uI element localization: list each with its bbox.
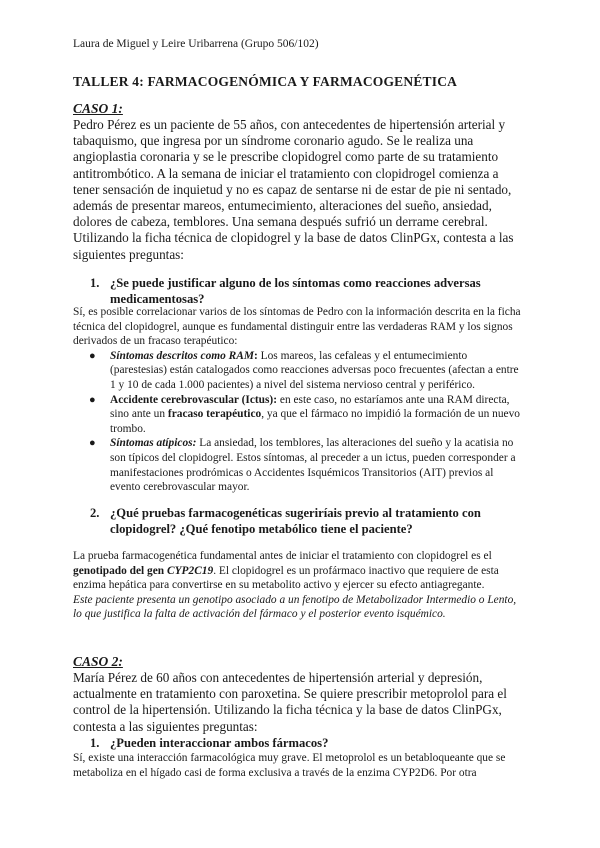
answer-text: La prueba farmacogenética fundamental antes de iniciar el tratamiento con clopidogrel es el genotipado del gen CYP2C19. El clopidogrel es un profármaco inactivo que requiere de esta enzima hepática para convertirse en su metabolito activo y ejercer su efecto antiagregante. [73, 550, 499, 592]
case-2-intro: María Pérez de 60 años con antecedentes de hipertensión arterial y depresión, actualmente en tratamiento con paroxetina. Se quiere prescribir metoprolol para el control de la hipertensión. Utilizando la ficha técnica y la base de datos ClinPGx, contesta a las siguientes preguntas: [73, 670, 507, 734]
gene-name: CYP2C19 [166, 564, 214, 577]
list-item: ● Síntomas descritos como RAM: Los mareos, las cefaleas y el entumecimiento (parestesias) están catalogados como reacciones adversas poco frecuentes (afectan a entre 1 y 10 de cada 1.000 pacientes) a nivel del sistema nervioso central y periférico. [89, 349, 519, 391]
list-item [73, 436, 525, 494]
question-text: ¿Qué pruebas farmacogenéticas sugeriríais previo al tratamiento con clopidogrel? ¿Qué fenotipo metabólico tiene el paciente? [110, 506, 481, 536]
bullet-emphasis: fracaso terapéutico [167, 408, 262, 421]
document-title: TALLER 4: FARMACOGENÓMICA Y FARMACOGENÉTICA [73, 74, 458, 89]
case-1-section [73, 101, 525, 263]
bullet-icon: ● [89, 349, 96, 362]
case-1-intro: Pedro Pérez es un paciente de 55 años, con antecedentes de hipertensión arterial y tabaquismo, que ingresa por un síndrome coronario agudo. Se le realiza una angioplastia coronaria y se le prescribe clopidogrel como parte de su tratamiento antitrombótico. A la semana de iniciar el tratamiento con clopidrogel comienza a tener sensación de inquietud y no es capaz de sentarse ni de estar de pie ni sentado, además de presentar mareos, entumecimiento, alteraciones del sueño, ansiedad, dolores de cabeza, temblores. Una semana después sufrió un derrame cerebral. Utilizando la ficha técnica de clopidogrel y la base de datos ClinPGx, contesta a las siguientes preguntas: [73, 117, 514, 262]
answer-conclusion: Este paciente presenta un genotipo asociado a un fenotipo de Metabolizador Intermedio o Lento, lo que justifica la falta de activación del fármaco y el posterior evento isquémico. [73, 593, 517, 621]
bullet-label: Accidente cerebrovascular (Ictus) [110, 393, 274, 406]
question-text: ¿Pueden interaccionar ambos fármacos? [110, 735, 329, 750]
bullet-icon: ● [89, 437, 96, 450]
case-1-question-2 [73, 506, 525, 537]
authors-line: Laura de Miguel y Leire Uribarrena (Grupo 506/102) [73, 38, 319, 50]
case-1-question-1 [73, 276, 525, 307]
symptom-list [73, 349, 525, 495]
question-number: 1. [90, 276, 100, 290]
bullet-label: Síntomas descritos como RAM [110, 349, 254, 362]
bullet-icon: ● [89, 393, 96, 406]
question-number: 1. [90, 735, 100, 750]
question-text: ¿Se puede justificar alguno de los síntomas como reacciones adversas medicamentosas? [110, 276, 481, 306]
list-item: ● Accidente cerebrovascular (Ictus): en este caso, no estaríamos ante una RAM directa, sino ante un fracaso terapéutico, ya que el fármaco no impidió la formación de un nuevo trombo. [89, 393, 520, 435]
case-1-answer-1 [73, 305, 525, 495]
bullet-text: La ansiedad, los temblores, las alteraciones del sueño y la acatisia no son típicos del clopidogrel. Estos síntomas, al preceder a un ictus, pueden corresponder a manifestaciones prodrómicas o Accidentes Isquémicos Transitorios (AIT) previos al evento cerebrovascular mayor. [110, 437, 516, 494]
case-2-section [73, 654, 525, 781]
bullet-text: Los mareos, las cefaleas y el entumecimiento (parestesias) están catalogados como reacciones adversas poco frecuentes (afectan a entre 1 y 10 de cada 1.000 pacientes) a nivel del sistema nervioso central y periférico. [110, 349, 519, 391]
case-1-answer-2 [73, 549, 525, 622]
question-number: 2. [90, 506, 100, 520]
bullet-text: en este caso, no estaríamos ante una RAM directa, sino ante un [110, 393, 510, 421]
case-1-heading: CASO 1: [73, 101, 123, 116]
bullet-label: Síntomas atípicos: [110, 437, 197, 450]
case-2-answer-1: Sí, existe una interacción farmacológica muy grave. El metoprolol es un betabloqueante que se metaboliza en el hígado casi de forma exclusiva a través de la enzima CYP2D6. Por otra [73, 752, 506, 779]
answer-intro: Sí, es posible correlacionar varios de los síntomas de Pedro con la información descrita en la ficha técnica del clopidogrel, aunque es fundamental distinguir entre las verdaderas RAM y los signos derivados de un fracaso terapéutico: [73, 306, 521, 348]
case-2-heading: CASO 2: [73, 654, 123, 669]
